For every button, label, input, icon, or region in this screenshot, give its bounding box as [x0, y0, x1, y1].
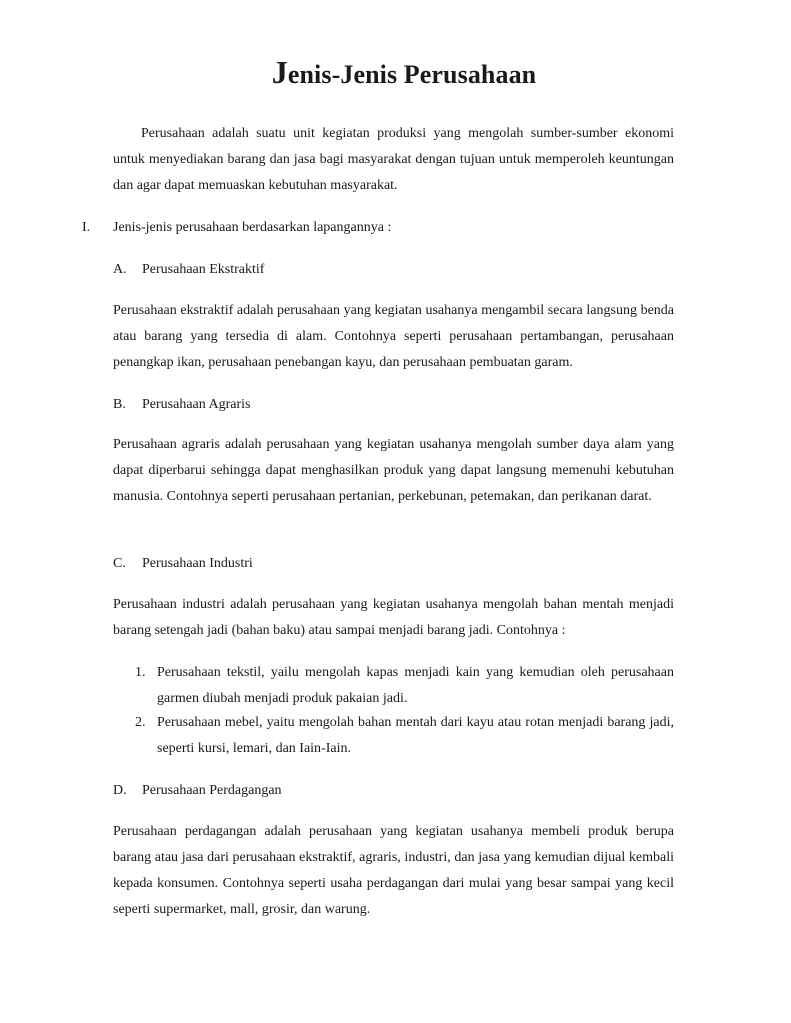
- subsection-body-d: Perusahaan perdagangan adalah perusahaan yang kegiatan usahanya membeli produk berupa barang atau jasa dari perusahaan ekstraktif, agraris, industri, dan jasa yang kemudian dijual kembali kepada konsumen. Contohnya seperti usaha perdagangan dari mulai yang besar sampai yang kecil seperti supermarket, mall, grosir, dan warung.: [113, 824, 674, 917]
- page-title: [0, 54, 791, 91]
- list-item-text: Perusahaan tekstil, yailu mengolah kapas menjadi kain yang kemudian oleh perusahaan garmen diubah menjadi produk pakaian jadi.: [157, 665, 674, 706]
- subsection-marker: D.: [113, 783, 127, 798]
- subsection-body-c: Perusahaan industri adalah perusahaan yang kegiatan usahanya mengolah bahan mentah menjadi barang setengah jadi (bahan baku) atau sampai menjadi barang jadi. Contohnya :: [113, 597, 674, 638]
- title-rest: enis-Jenis Perusahaan: [287, 60, 537, 89]
- intro-paragraph: Perusahaan adalah suatu unit kegiatan produksi yang mengolah sumber-sumber ekonomi untuk menyediakan barang dan jasa bagi masyarakat dengan tujuan untuk memperoleh keuntungan dan agar dapat memuaskan kebutuhan masyarakat.: [113, 126, 674, 193]
- title-initial: J: [271, 54, 288, 90]
- list-item-text: Perusahaan mebel, yaitu mengolah bahan mentah dari kayu atau rotan menjadi barang jadi, seperti kursi, lemari, dan Iain-Iain.: [157, 715, 674, 756]
- subsection-body-a: Perusahaan ekstraktif adalah perusahaan yang kegiatan usahanya mengambil secara langsung benda atau barang yang tersedia di alam. Contohnya seperti perusahaan pertambangan, perusahaan penangkap ikan, perusahaan penebangan kayu, dan perusahaan pembuatan garam.: [113, 303, 674, 370]
- section-heading-text: Jenis-jenis perusahaan berdasarkan lapangannya :: [113, 220, 392, 235]
- subsection-heading-text: Perusahaan Industri: [142, 556, 253, 571]
- list-item-number: 1.: [135, 665, 146, 680]
- subsection-marker: C.: [113, 556, 126, 571]
- subsection-heading-text: Perusahaan Ekstraktif: [142, 262, 265, 277]
- list-item: [135, 710, 674, 762]
- subsection-heading-text: Perusahaan Agraris: [142, 397, 251, 412]
- list-item: [135, 660, 674, 712]
- section-marker: I.: [82, 220, 91, 235]
- subsection-body-b: Perusahaan agraris adalah perusahaan yang kegiatan usahanya mengolah sumber daya alam yang dapat diperbarui sehingga dapat menghasilkan produk yang dapat langsung memenuhi kebutuhan manusia. Contohnya seperti perusahaan pertanian, perkebunan, petemakan, dan perikanan darat.: [113, 437, 674, 504]
- list-item-number: 2.: [135, 715, 146, 730]
- subsection-marker: A.: [113, 262, 127, 277]
- subsection-heading-text: Perusahaan Perdagangan: [142, 783, 282, 798]
- subsection-marker: B.: [113, 397, 126, 412]
